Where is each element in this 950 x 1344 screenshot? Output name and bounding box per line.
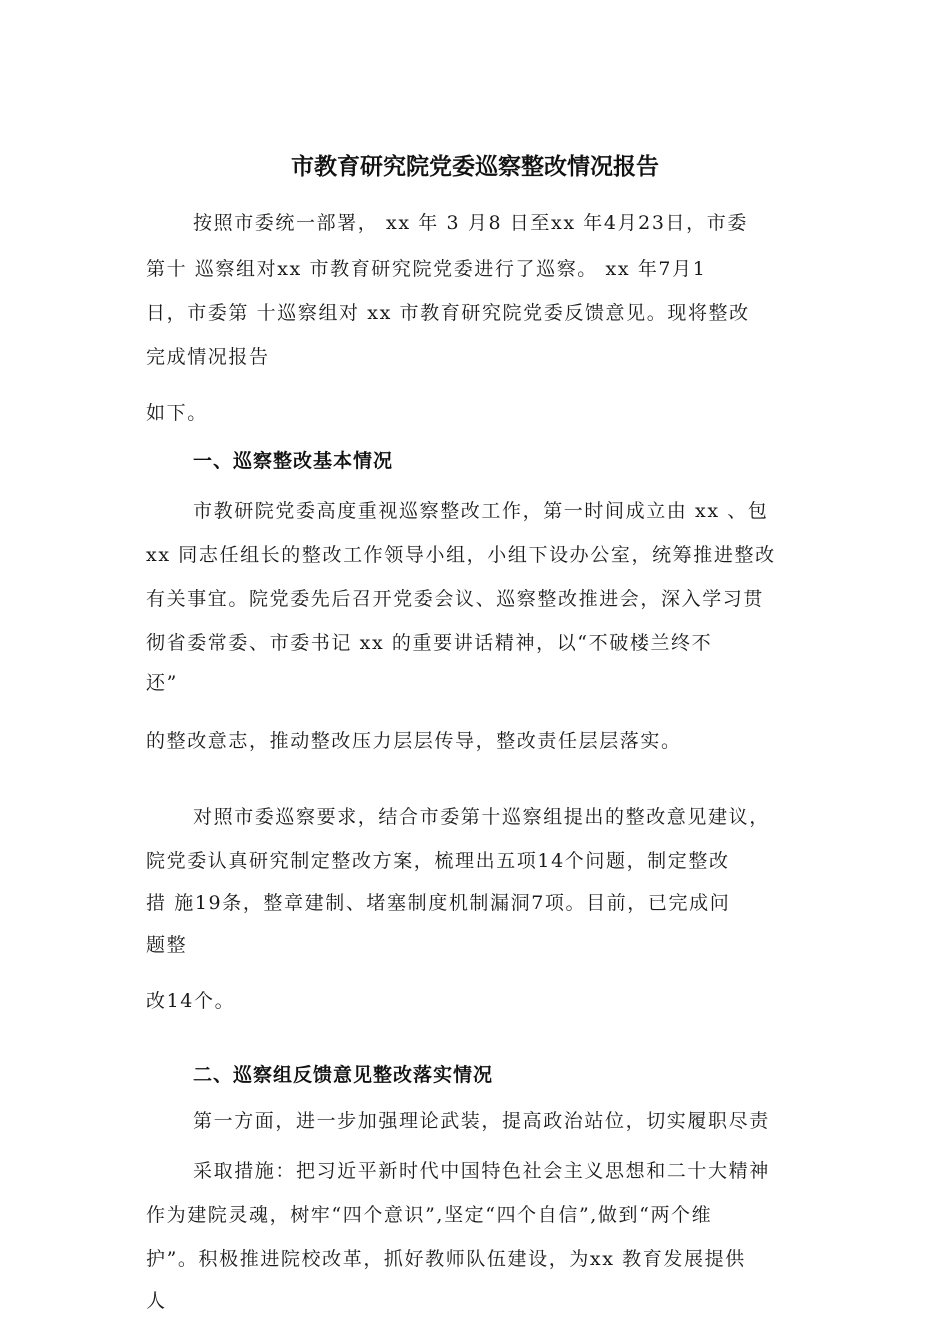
paragraph-line: 日，市委第 十巡察组对 xx 市教育研究院党委反馈意见。现将整改 bbox=[146, 302, 750, 324]
paragraph-line: 第一方面，进一步加强理论武装，提高政治站位，切实履职尽责 bbox=[193, 1110, 770, 1132]
paragraph-line: 完成情况报告 bbox=[146, 346, 270, 368]
paragraph-line: 有关事宜。院党委先后召开党委会议、巡察整改推进会，深入学习贯 bbox=[146, 588, 765, 610]
paragraph-line: 措 施19条，整章建制、堵塞制度机制漏洞7项。目前，已完成问 bbox=[146, 892, 731, 914]
paragraph-line: 题整 bbox=[146, 934, 188, 956]
paragraph-line: 的整改意志，推动整改压力层层传导，整改责任层层落实。 bbox=[146, 730, 682, 752]
paragraph-line: 护”。积极推进院校改革，抓好教师队伍建设，为xx 教育发展提供 bbox=[146, 1248, 746, 1270]
paragraph-line: xx 同志任组长的整改工作领导小组，小组下设办公室，统筹推进整改 bbox=[146, 544, 776, 566]
paragraph-line: 院党委认真研究制定整改方案，梳理出五项14个问题，制定整改 bbox=[146, 850, 730, 872]
paragraph-line: 按照市委统一部署， xx 年 3 月8 日至xx 年4月23日，市委 bbox=[193, 212, 748, 234]
paragraph-line: 如下。 bbox=[146, 402, 208, 424]
paragraph-line: 第十 巡察组对xx 市教育研究院党委进行了巡察。 xx 年7月1 bbox=[146, 258, 707, 280]
section-heading: 二、巡察组反馈意见整改落实情况 bbox=[193, 1064, 494, 1086]
paragraph-line: 还” bbox=[146, 672, 178, 694]
paragraph-line: 彻省委常委、市委书记 xx 的重要讲话精神，以“不破楼兰终不 bbox=[146, 632, 713, 654]
paragraph-line: 人 bbox=[146, 1290, 167, 1312]
paragraph-line: 改14个。 bbox=[146, 990, 236, 1012]
paragraph-line: 对照市委巡察要求，结合市委第十巡察组提出的整改意见建议， bbox=[193, 806, 770, 828]
document-title: 市教育研究院党委巡察整改情况报告 bbox=[291, 154, 659, 180]
paragraph-line: 采取措施：把习近平新时代中国特色社会主义思想和二十大精神 bbox=[193, 1160, 770, 1182]
section-heading: 一、巡察整改基本情况 bbox=[193, 450, 394, 472]
paragraph-line: 作为建院灵魂，树牢“四个意识”,坚定“四个自信”,做到“两个维 bbox=[146, 1204, 713, 1226]
paragraph-line: 市教研院党委高度重视巡察整改工作，第一时间成立由 xx 、包 bbox=[193, 500, 769, 522]
